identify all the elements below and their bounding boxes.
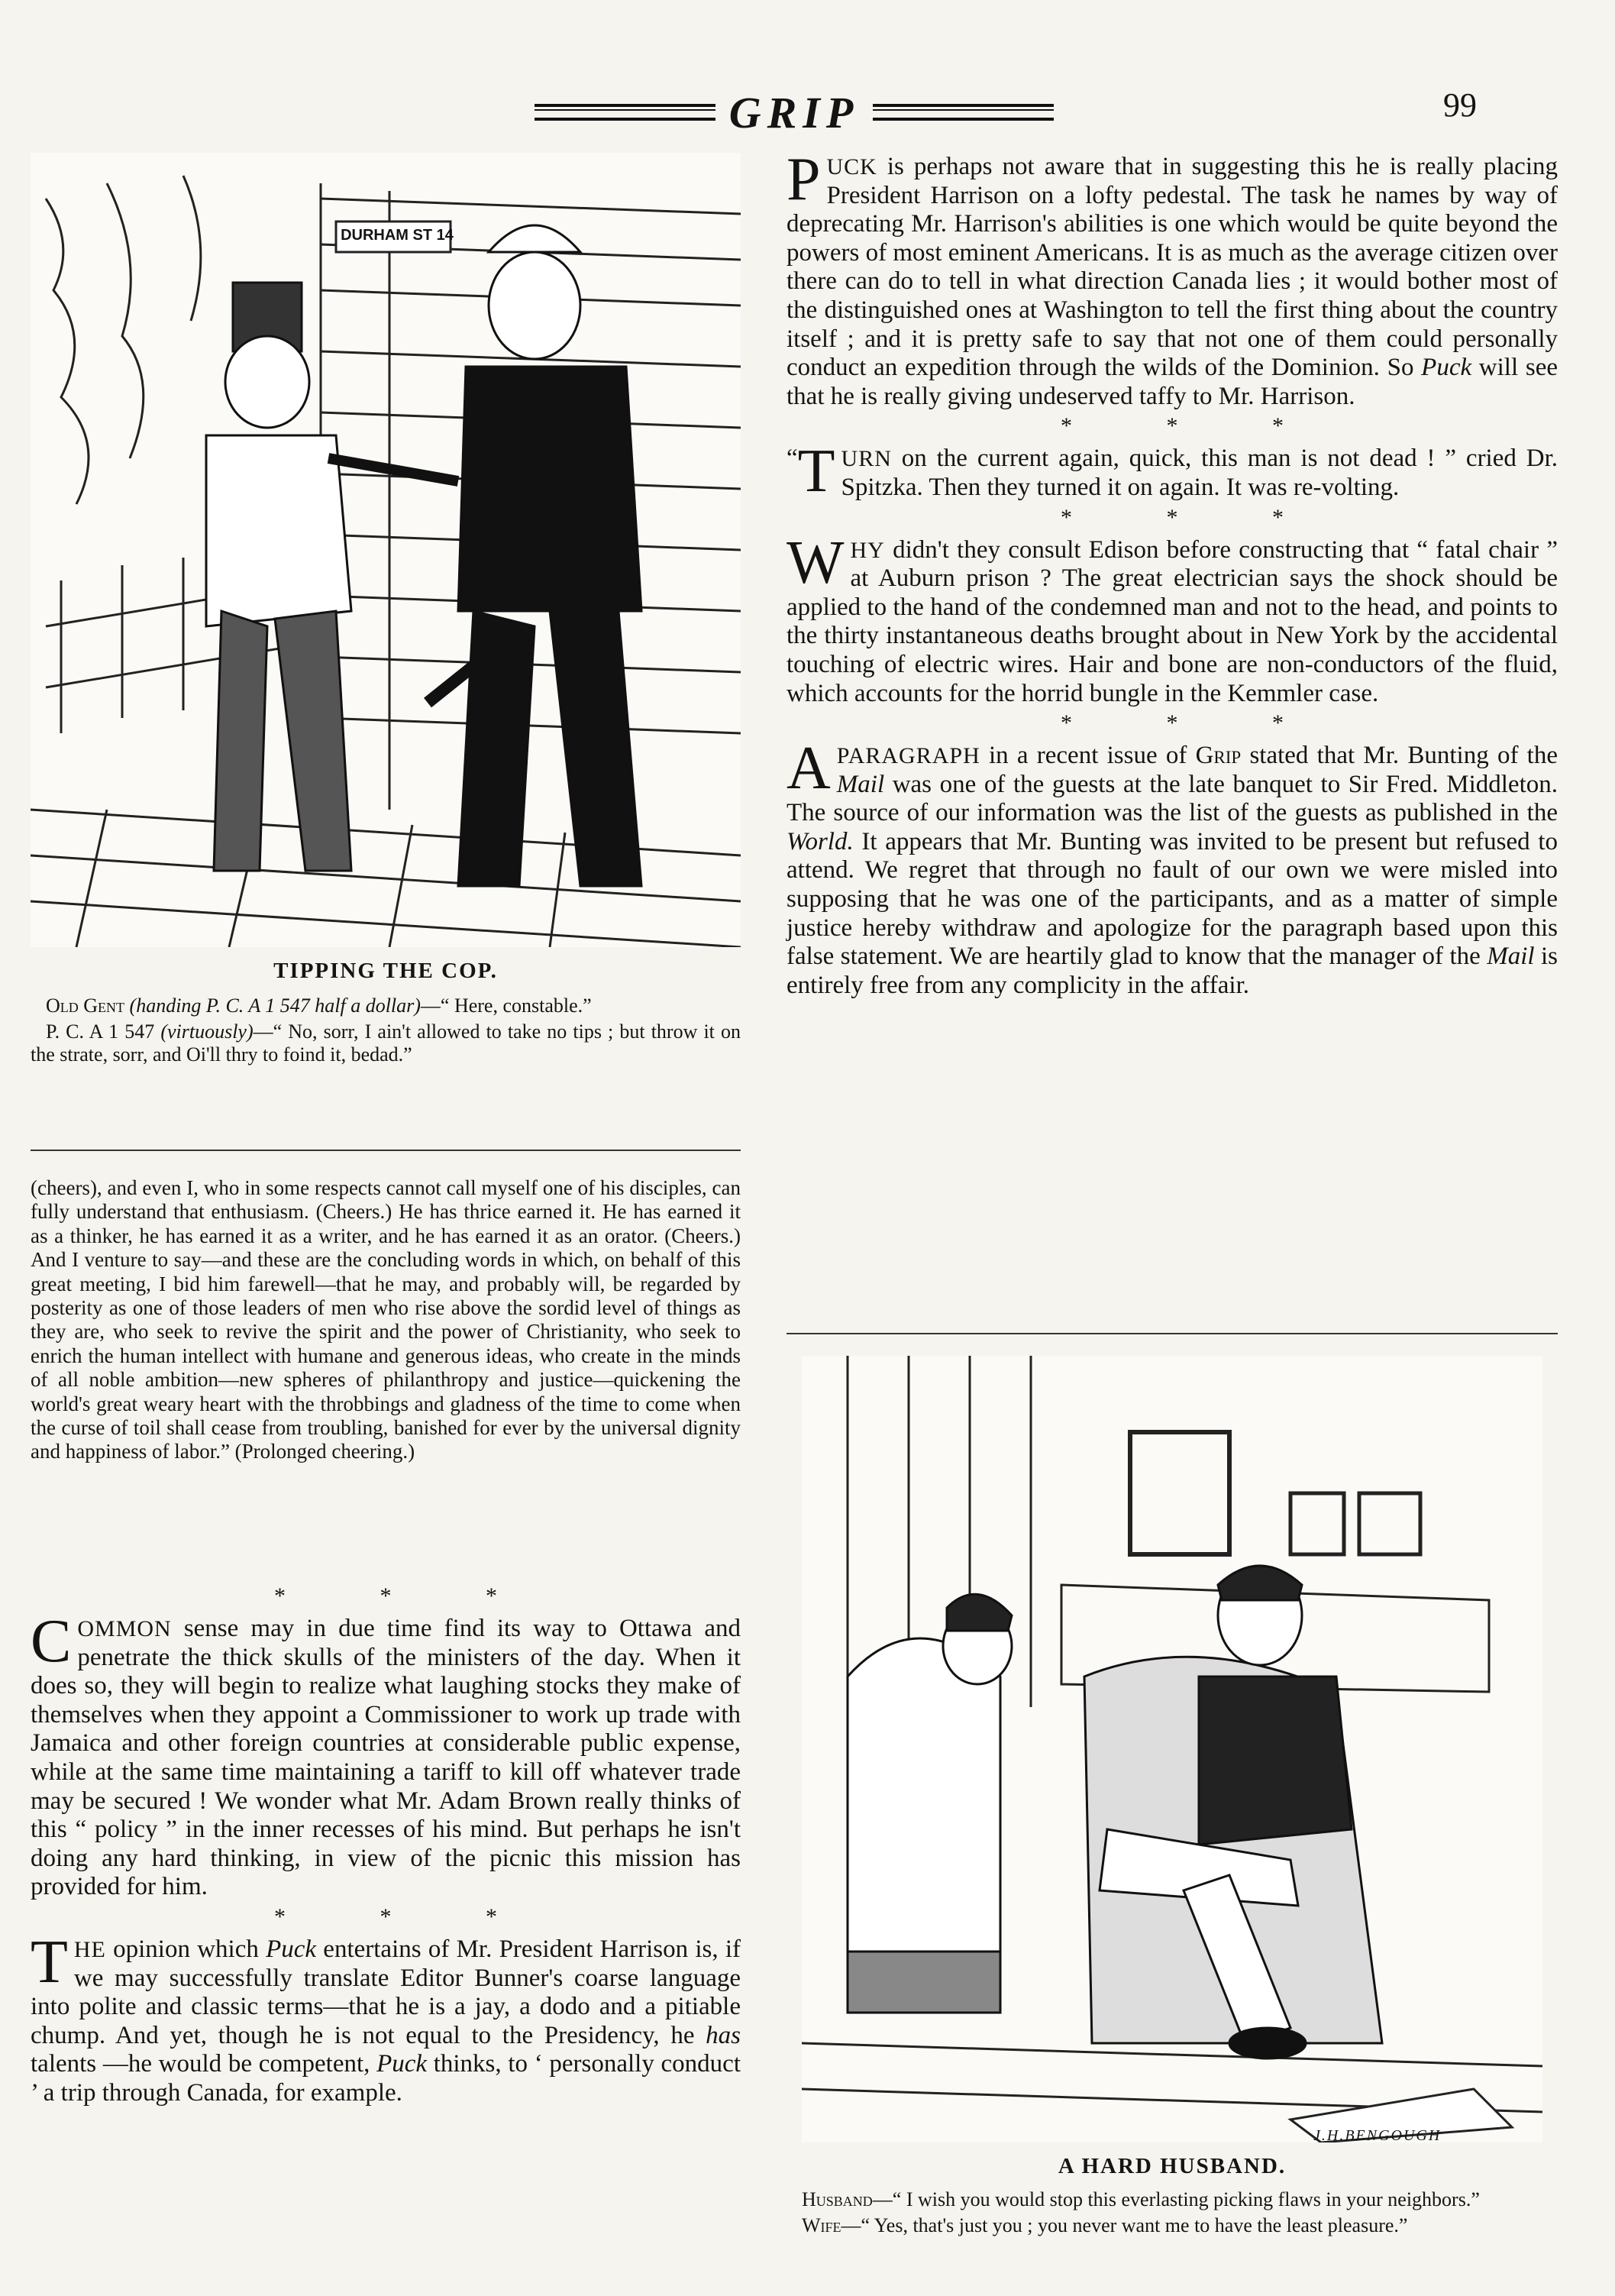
puck-opinion-text-1: opinion which [105, 1935, 266, 1963]
cartoon1-speech2: —“ No, sorr, I ain't allowed to take no tips ; but throw it on the strate, sorr, and Oi'll thry to foind it, bedad.” [31, 1020, 741, 1066]
cartoon1-speech1: —“ Here, constable.” [420, 994, 592, 1017]
cartoon-tipping-the-cop [31, 153, 741, 947]
cartoon1-line2 [31, 1020, 741, 1066]
turn-open-quote: “ [787, 445, 798, 473]
puck-pedestal-text-1: is perhaps not aware that in suggesting this he is really placing President Harrison on a lofty pedestal. The task he names by way of deprecating Mr. Harrison's abilities is one which would be quite beyond the powers of most eminent Americans. It is as much as the average citizen over there can do to tell in what direction Canada lies ; it would bother most of the distinguished ones at Washington to tell the first thing about the country itself ; and it is pretty safe to say that not one of them could personally conduct an expedition through the wilds of the Dominion. So [787, 153, 1558, 382]
why-edison-text: didn't they consult Edison before constructing that “ fatal chair ” at Auburn prison ? The great electrician says the shock should be applied to the hand of the condemned man and not to the head, and points to the thirty instantaneous deaths brought about in New York by the accidental touching of electric wires. Hair and bone are non-conductors of the fluid, which accounts for the horrid bungle in the Kemmler case. [787, 535, 1558, 707]
puck-italic-1: Puck [266, 1935, 317, 1963]
mail-italic-2: Mail [1487, 943, 1535, 971]
mail-text-2: stated that Mr. Bunting of the [1241, 742, 1558, 770]
mail-italic-1: Mail [836, 770, 885, 798]
why-edison-paragraph [787, 529, 1558, 709]
common-sense-section [31, 1581, 741, 2108]
dropcap-c: C [31, 1608, 72, 1675]
cartoon-hard-husband [802, 1356, 1542, 2142]
mail-text-4: It appears that Mr. Bunting was invited to be present but refused to attend. We regret that through no fault of our own we were misled into supposing that he was one of the participants, and as a matter of simple justice hereby withdraw and apologize for the paragraph based upon this false statement. We are heartily glad to know that the manager of the [787, 827, 1558, 971]
cartoon1-line1 [31, 994, 741, 1017]
cartoon1-title: TIPPING THE COP. [273, 959, 498, 983]
world-italic: World. [787, 827, 854, 855]
puck-opinion-text-3: talents —he would be competent, [31, 2050, 377, 2078]
cartoon2-caption [787, 2188, 1558, 2240]
masthead-rule-left [535, 104, 715, 121]
cartoon2-line1 [787, 2188, 1558, 2211]
puck-pedestal-text-2: will see that he is really giving undeserved taffy to Mr. Harrison. [787, 354, 1558, 410]
puck-opinion-paragraph [31, 1928, 741, 2108]
dropcap-w: W [787, 529, 845, 597]
lead-hy: HY [850, 537, 885, 563]
common-sense-text: sense may in due time find its way to Ottawa and penetrate the thick skulls of the ministers of the day. When it does so, they will begin to realize what laughing stocks they make of themselves when they appoint a Commissioner to work up trade with Jamaica and other foreign countries at considerable public expense, while at the same time maintaining a tariff to kill off whatever trade may be secured ! We wonder what Mr. Adam Brown really thinks of this “ policy ” in the inner recesses of his mind. But perhaps he isn't doing any hard thinking, in view of the picnic this mission has provided for him. [31, 1615, 741, 1901]
cartoon2-speech2: —“ Yes, that's just you ; you never want me to have the least pleasure.” [841, 2214, 1408, 2236]
separator-4: * * * [1061, 504, 1328, 530]
masthead-title: GRIP [728, 87, 860, 137]
speech-paragraph [31, 1176, 741, 1464]
separator-2: * * * [274, 1903, 541, 1929]
dropcap-t2: T [797, 438, 835, 506]
cartoon1-direction1: (handing P. C. A 1 547 half a dollar) [129, 994, 421, 1017]
puck-italic-3: Puck [1421, 354, 1472, 382]
cartoon1-direction2: (virtuously) [160, 1020, 254, 1043]
lead-common: OMMON [77, 1616, 172, 1641]
cartoon1-speaker2: P. C. A 1 547 [46, 1020, 155, 1043]
separator-5: * * * [1061, 710, 1328, 736]
cartoon2-line2 [787, 2214, 1558, 2237]
cartoon1-speaker1: Old Gent [46, 994, 125, 1017]
lead-urn: URN [841, 446, 892, 472]
grip-smallcaps: Grip [1195, 742, 1242, 770]
mail-text-5: is entirely free from any complicity in the affair. [787, 943, 1558, 999]
turn-on-paragraph [787, 438, 1558, 506]
masthead [535, 86, 1054, 139]
puck-pedestal-paragraph [787, 146, 1558, 411]
mail-text-1: in a recent issue of [980, 742, 1196, 770]
page-number: 99 [1443, 86, 1477, 124]
separator-1: * * * [274, 1583, 541, 1609]
dropcap-a: A [787, 735, 831, 803]
cartoon2-speaker2: Wife [802, 2214, 841, 2236]
puck-italic-2: Puck [376, 2050, 428, 2078]
masthead-rule-right [873, 104, 1054, 121]
turn-on-text: on the current again, quick, this man is not dead ! ” cried Dr. Spitzka. Then they turned it on again. It was re-volting. [841, 445, 1558, 501]
dropcap-p: P [787, 146, 821, 213]
lead-the: HE [73, 1936, 106, 1962]
common-sense-paragraph [31, 1608, 741, 1902]
left-divider [31, 1150, 741, 1151]
cartoon2-signature: J.H.BENGOUGH [1313, 2127, 1442, 2144]
puck-opinion-text-4: thinks, to ‘ personally conduct ’ a trip through Canada, for example. [31, 2050, 741, 2107]
cartoon2-title: A HARD HUSBAND. [1058, 2154, 1287, 2178]
has-italic: has [706, 2021, 741, 2049]
right-divider [787, 1333, 1558, 1334]
right-column-text [787, 146, 1558, 1000]
cartoon2-speech1: —“ I wish you would stop this everlasting picking flaws in your neighbors.” [872, 2188, 1480, 2210]
speech-paragraph-text: (cheers), and even I, who in some respects cannot call myself one of his disciples, can fully understand that enthusiasm. (Cheers.) He has thrice earned it. He has earned it as a thinker, he has earned it as a writer, and he has earned it as an orator. (Cheers.) And I venture to say—and these are the concluding words in which, on behalf of this great meeting, I bid him farewell—that he may, and probably will, be regarded by posterity as one of those leaders of men who rise above the sordid level of things as they are, who seek to revive the spirit and the power of Christianity, who seek to enrich the human intellect with humane and generous ideas, who create in the minds of all noble ambition—new spheres of philanthropy and justice—quickening the world's great weary heart with the throbbings and gladness of the time to come when the curse of toil shall cease from troubling, banished for ever by the universal dignity and happiness of labor.” (Prolonged cheering.) [31, 1176, 741, 1463]
paragraph-mail [787, 735, 1558, 1000]
dropcap-t: T [31, 1928, 68, 1996]
puck-opinion-text-2: entertains of Mr. President Harrison is, if we may successfully translate Editor Bunner's coarse language into polite and classic terms—that he is a jay, a dodo and a pitiable chump. And yet, though he is not equal to the Presidency, he [31, 1935, 741, 2049]
lead-paragraph: PARAGRAPH [836, 743, 980, 769]
separator-3: * * * [1061, 413, 1328, 439]
cartoon1-sign: DURHAM ST 14 [341, 227, 454, 244]
cartoon1-caption [31, 994, 741, 1069]
cartoon2-speaker1: Husband [802, 2188, 873, 2210]
mail-text-3: was one of the guests at the late banquet to Sir Fred. Middleton. The source of our information was the list of the guests as published in the [787, 770, 1558, 827]
lead-uck: UCK [826, 154, 877, 179]
